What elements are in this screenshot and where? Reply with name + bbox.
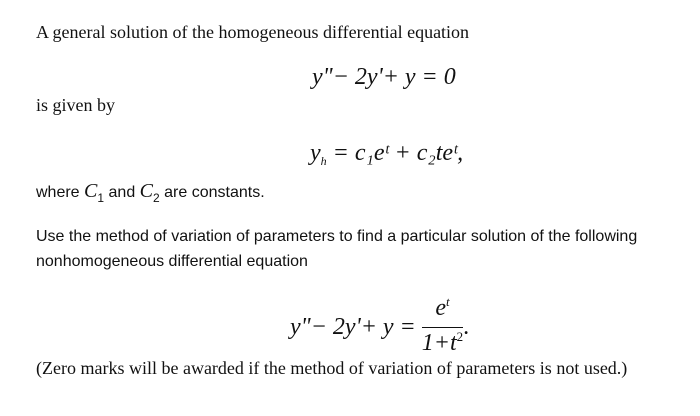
c2-subscript: 2 — [153, 191, 160, 205]
given-by-text: is given by — [36, 95, 115, 115]
task-line-1: Use the method of variation of parameters to find a particular solution of the following — [36, 228, 638, 245]
general-solution-lhs-subscript: h — [320, 154, 327, 168]
homogeneous-equation: y"− 2y'+ y = 0 — [312, 64, 456, 90]
general-solution — [310, 140, 463, 167]
where-word: where — [36, 184, 80, 201]
task-line-2: nonhomogeneous differential equation — [36, 253, 308, 270]
general-solution-rhs: = c₁eᵗ + c₂teᵗ, — [332, 140, 464, 166]
nonhomogeneous-equation — [290, 296, 469, 361]
denominator-base: 1+t — [421, 330, 457, 357]
general-solution-lhs: y — [310, 140, 321, 166]
fraction-numerator — [422, 294, 463, 327]
fraction-denominator — [422, 328, 463, 359]
constants-text — [36, 180, 265, 203]
intro-text: A general solution of the homogeneous differential equation — [36, 22, 470, 42]
fraction — [422, 294, 463, 359]
numerator-base: e — [435, 295, 446, 321]
and-word: and — [108, 184, 136, 201]
c1-subscript: 1 — [97, 191, 105, 205]
constants-rest: are constants. — [164, 184, 265, 201]
equation-period: . — [463, 314, 470, 341]
nonhomogeneous-lhs: y"− 2y'+ y = — [290, 314, 416, 341]
warning-text: (Zero marks will be awarded if the method of variation of parameters is not used.) — [36, 358, 628, 378]
c2-symbol: C — [139, 180, 154, 202]
denominator-exponent: 2 — [456, 329, 464, 345]
numerator-exponent: t — [445, 294, 450, 309]
c1-symbol: C — [84, 180, 98, 202]
